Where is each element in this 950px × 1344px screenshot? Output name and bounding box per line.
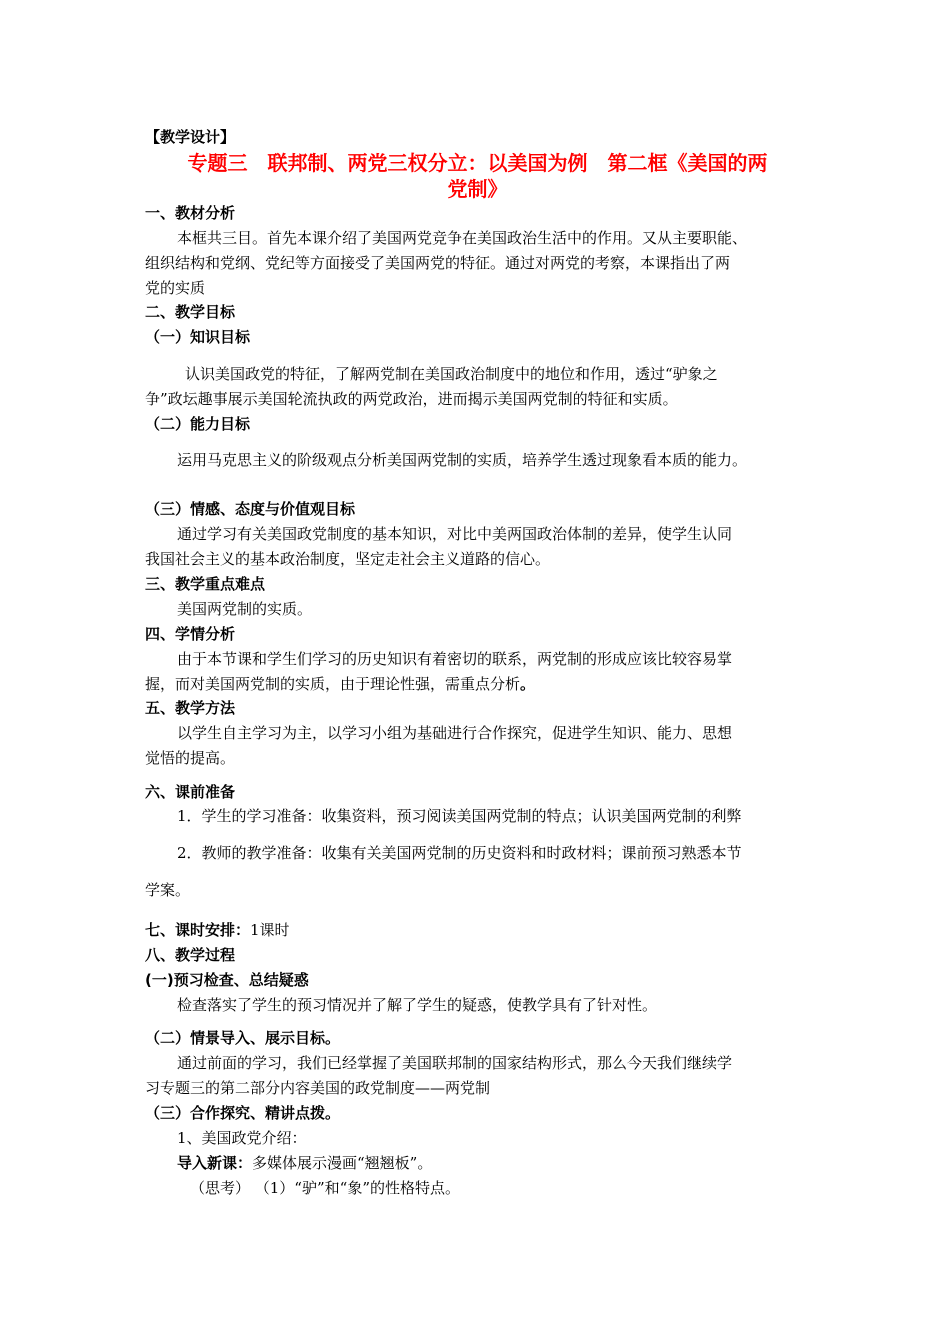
- section-2-sub-3-line-1: 通过学习有关美国政党制度的基本知识，对比中美两国政治体制的差异，使学生认同: [177, 525, 733, 543]
- section-4-line-2-end: 。: [520, 675, 536, 693]
- section-8-sub-1-line-1: 检查落实了学生的预习情况并了解了学生的疑惑，使教学具有了针对性。: [177, 996, 658, 1014]
- section-8-think-line: （思考） （1）“驴”和“象”的性格特点。: [190, 1179, 460, 1197]
- section-7-heading: 七、课时安排：: [145, 921, 251, 939]
- section-5-line-2: 觉悟的提高。: [145, 749, 236, 767]
- section-6-line-1: 1．学生的学习准备：收集资料，预习阅读美国两党制的特点；认识美国两党制的利弊: [177, 807, 742, 825]
- section-6-line-3: 学案。: [145, 881, 191, 899]
- title-line-2: 党制》: [447, 177, 508, 201]
- section-1-text-line-2: 组织结构和党纲、党纪等方面接受了美国两党的特征。通过对两党的考察，本课指出了两: [145, 254, 731, 272]
- section-8-sub-1-heading: (一)预习检查、总结疑惑: [145, 971, 309, 989]
- section-8-heading: 八、教学过程: [145, 946, 236, 964]
- section-2-sub-1-line-1: 认识美国政党的特征，了解两党制在美国政治制度中的地位和作用，透过“驴象之: [185, 365, 718, 383]
- section-1-heading: 一、教材分析: [145, 204, 236, 222]
- section-2-sub-3-line-2: 我国社会主义的基本政治制度，坚定走社会主义道路的信心。: [145, 550, 551, 568]
- section-5-line-1: 以学生自主学习为主，以学习小组为基础进行合作探究，促进学生知识、能力、思想: [177, 724, 733, 742]
- section-8-sub-2-line-1: 通过前面的学习，我们已经掌握了美国联邦制的国家结构形式，那么今天我们继续学: [177, 1054, 733, 1072]
- section-4-line-1: 由于本节课和学生们学习的历史知识有着密切的联系，两党制的形成应该比较容易掌: [177, 650, 733, 668]
- section-4-line-2: [145, 674, 810, 694]
- section-2-sub-1-heading: （一）知识目标: [145, 328, 251, 346]
- section-2-sub-2-heading: （二）能力目标: [145, 415, 251, 433]
- section-6-heading: 六、课前准备: [145, 783, 236, 801]
- section-5-heading: 五、教学方法: [145, 699, 236, 717]
- intro-label: 导入新课：: [177, 1154, 253, 1172]
- section-6-line-2: 2．教师的教学准备：收集有关美国两党制的历史资料和时政材料；课前预习熟悉本节: [177, 844, 742, 862]
- section-4-heading: 四、学情分析: [145, 625, 236, 643]
- section-2-sub-1-line-2: 争”政坛趣事展示美国轮流执政的两党政治，进而揭示美国两党制的特征和实质。: [145, 390, 678, 408]
- intro-text: 多媒体展示漫画“翘翘板”。: [252, 1154, 433, 1172]
- section-8-intro-line: [177, 1153, 810, 1173]
- section-1-text-line-3: 党的实质: [145, 279, 206, 297]
- section-1-text-line-1: 本框共三目。首先本课介绍了美国两党竞争在美国政治生活中的作用。又从主要职能、: [177, 229, 748, 247]
- section-8-sub-3-heading: （三）合作探究、精讲点拨。: [145, 1104, 341, 1122]
- section-3-heading: 三、教学重点难点: [145, 575, 266, 593]
- section-2-sub-3-heading: （三）情感、态度与价值观目标: [145, 500, 356, 518]
- section-8-item-1: 1、美国政党介绍：: [177, 1129, 307, 1147]
- section-8-sub-2-heading: （二）情景导入、展示目标。: [145, 1029, 341, 1047]
- section-3-line-1: 美国两党制的实质。: [177, 600, 313, 618]
- section-7-line: [145, 920, 810, 940]
- section-8-sub-2-line-2: 习专题三的第二部分内容美国的政党制度——两党制: [145, 1079, 491, 1097]
- header-label: 【教学设计】: [145, 128, 236, 146]
- section-7-value: 1课时: [250, 921, 290, 939]
- title-line-1: 专题三 联邦制、两党三权分立：以美国为例 第二框《美国的两: [187, 151, 768, 175]
- section-2-heading: 二、教学目标: [145, 303, 236, 321]
- section-2-sub-2-line-1: 运用马克思主义的阶级观点分析美国两党制的实质，培养学生透过现象看本质的能力。: [177, 451, 748, 469]
- section-4-line-2-text: 握，而对美国两党制的实质，由于理论性强，需重点分析: [145, 675, 521, 693]
